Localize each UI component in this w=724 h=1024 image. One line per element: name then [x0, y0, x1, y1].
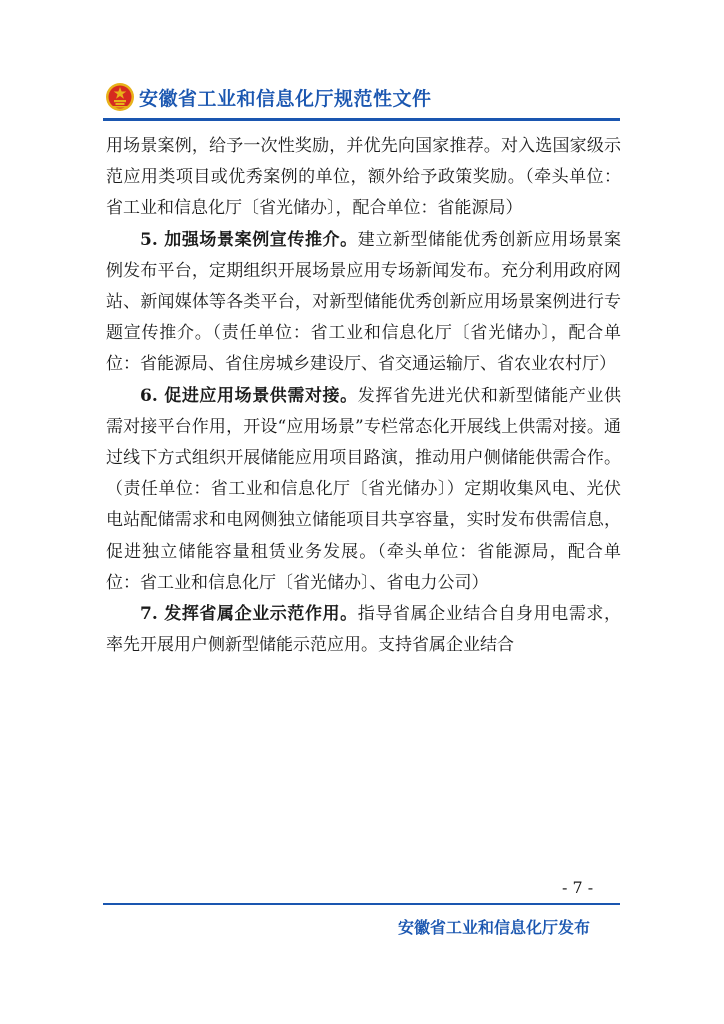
- header-divider: [103, 118, 620, 121]
- paragraph-continuation: 用场景案例，给予一次性奖励，并优先向国家推荐。对入选国家级示范应用类项目或优秀案例的单位，额外给予政策奖励。（牵头单位：省工业和信息化厅〔省光储办〕，配合单位：省能源局）: [106, 136, 621, 219]
- document-body: [106, 131, 621, 661]
- footer-publisher: 安徽省工业和信息化厅发布: [398, 918, 591, 937]
- section-6: [106, 381, 621, 599]
- section-5-heading: 5. 加强场景案例宣传推介。: [140, 229, 358, 250]
- section-7-heading: 7. 发挥省属企业示范作用。: [140, 604, 358, 625]
- header-title: 安徽省工业和信息化厅规范性文件: [139, 87, 432, 110]
- section-7-text: 指导省属企业结合自身用电需求，率先开展用户侧新型储能示范应用。支持省属企业结合: [106, 604, 622, 656]
- footer-divider: [103, 903, 620, 905]
- section-5-text: 建立新型储能优秀创新应用场景案例发布平台，定期组织开展场景应用专场新闻发布。充分利用政府网站、新闻媒体等各类平台，对新型储能优秀创新应用场景案例进行专题宣传推介。（责任单位：省工业和信息化厅〔省光储办〕，配合单位：省能源局、省住房城乡建设厅、省交通运输厅、省农业农村厅）: [106, 229, 622, 375]
- section-5: [106, 225, 621, 381]
- national-emblem-icon: [105, 82, 135, 112]
- section-6-text: 发挥省先进光伏和新型储能产业供需对接平台作用，开设“应用场景”专栏常态化开展线上供需对接。通过线下方式组织开展储能应用项目路演，推动用户侧储能供需合作。（责任单位：省工业和信息化厅〔省光储办〕）定期收集风电、光伏电站配储需求和电网侧独立储能项目共享容量，实时发布供需信息，促进独立储能容量租赁业务发展。（牵头单位：省能源局，配合单位：省工业和信息化厅〔省光储办〕、省电力公司）: [106, 385, 622, 593]
- document-header: [105, 80, 432, 114]
- section-6-heading: 6. 促进应用场景供需对接。: [140, 385, 358, 406]
- section-7: [106, 599, 621, 661]
- page-number: - 7 -: [562, 878, 594, 897]
